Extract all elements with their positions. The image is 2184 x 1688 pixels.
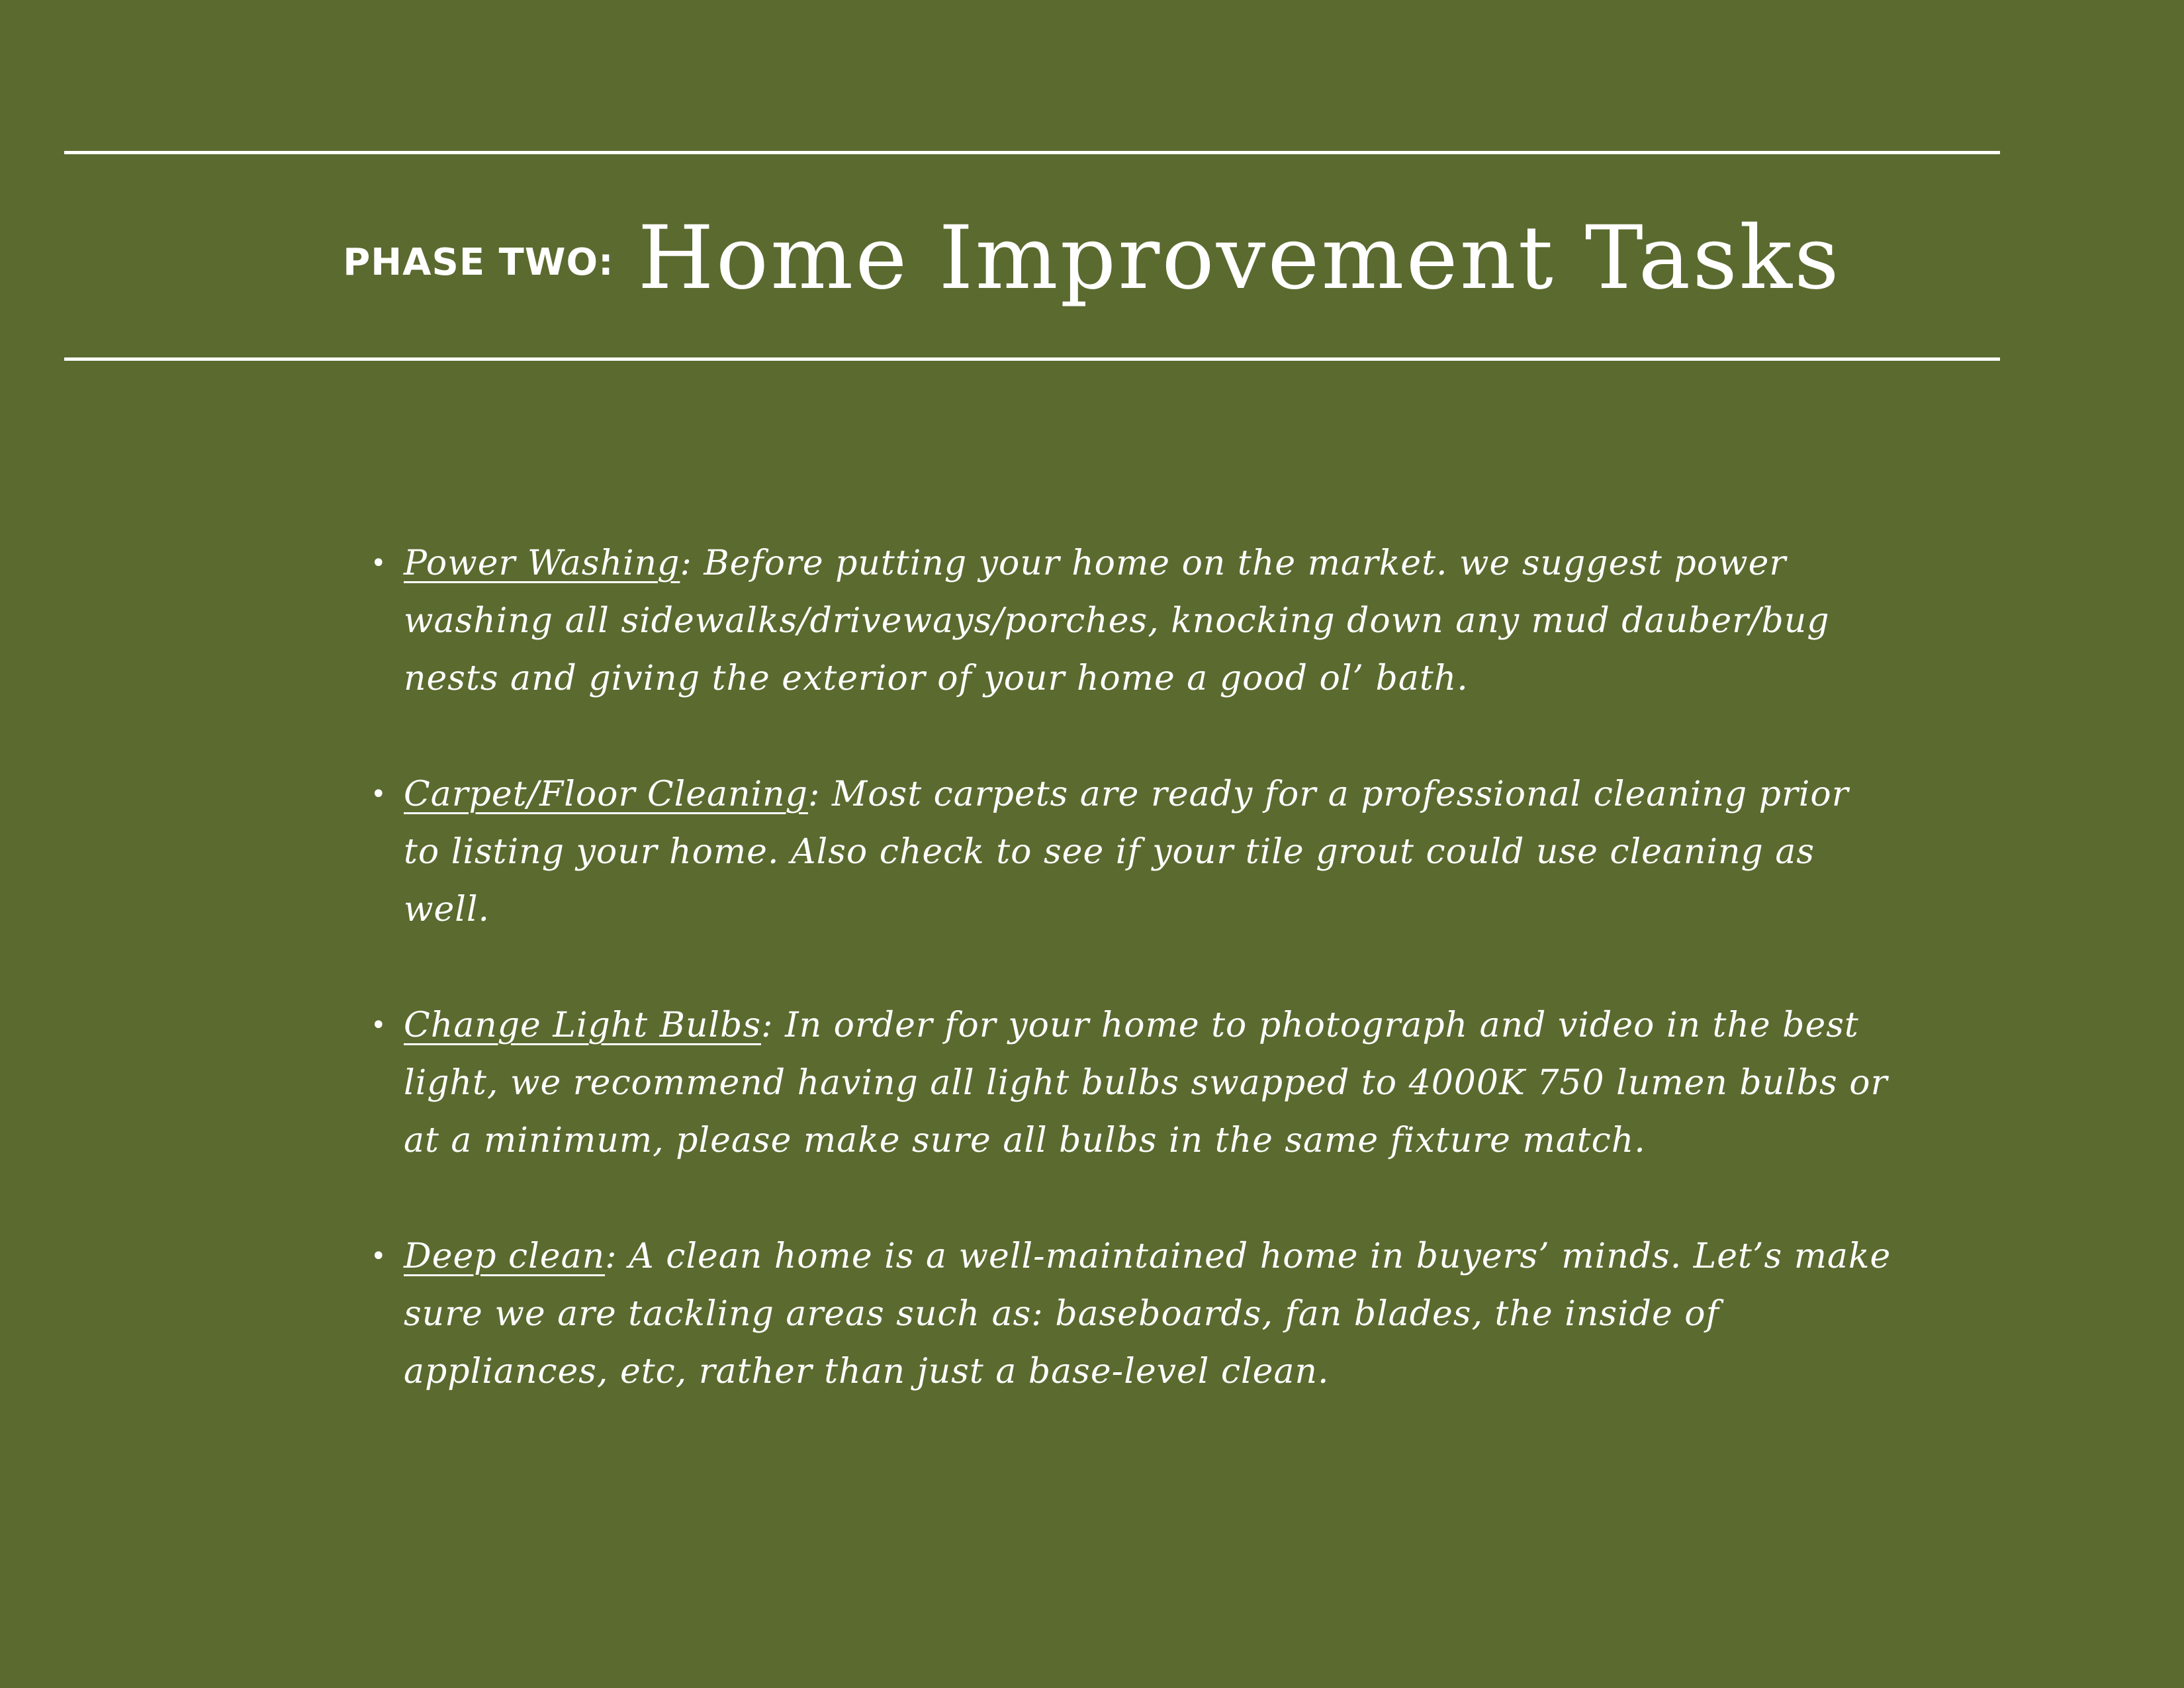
task-description: : In order for your home to photograph and video in the best light, we recommend having all light bulbs swapped to 4000K 750 lumen bulbs or at a minimum, please make sure all bulbs in the same fixture match.	[404, 1006, 1888, 1160]
bullet-icon: •	[371, 1010, 387, 1041]
task-title: Carpet/Floor Cleaning	[404, 774, 808, 814]
page-heading	[0, 185, 2184, 331]
top-divider	[64, 151, 2000, 154]
bullet-icon: •	[371, 548, 387, 579]
task-description: : A clean home is a well-maintained home in buyers’ minds. Let’s make sure we are tackling areas such as: baseboards, fan blades, the inside of appliances, etc, rather than just a base-level clean.	[404, 1237, 1891, 1391]
task-list	[371, 535, 1893, 1459]
task-description: : Most carpets are ready for a professional cleaning prior to listing your home. Also check to see if your tile grout could use cleaning as well.	[404, 774, 1849, 929]
task-title: Change Light Bulbs	[404, 1006, 762, 1045]
task-item-change-light-bulbs	[371, 997, 1893, 1170]
bottom-divider	[64, 357, 2000, 361]
bullet-icon: •	[371, 1241, 387, 1272]
task-description: : Before putting your home on the market. we suggest power washing all sidewalks/driveways/porches, knocking down any mud dauber/bug nests and giving the exterior of your home a good ol’ bath.	[404, 543, 1830, 698]
task-item-deep-clean	[371, 1228, 1893, 1401]
task-item-power-washing	[371, 535, 1893, 708]
bullet-icon: •	[371, 779, 387, 810]
phase-label: PHASE TWO:	[343, 240, 614, 284]
page-title: Home Improvement Tasks	[637, 207, 1841, 309]
task-title: Deep clean	[404, 1237, 606, 1276]
task-item-carpet-floor-cleaning	[371, 766, 1893, 939]
task-title: Power Washing	[404, 543, 680, 583]
